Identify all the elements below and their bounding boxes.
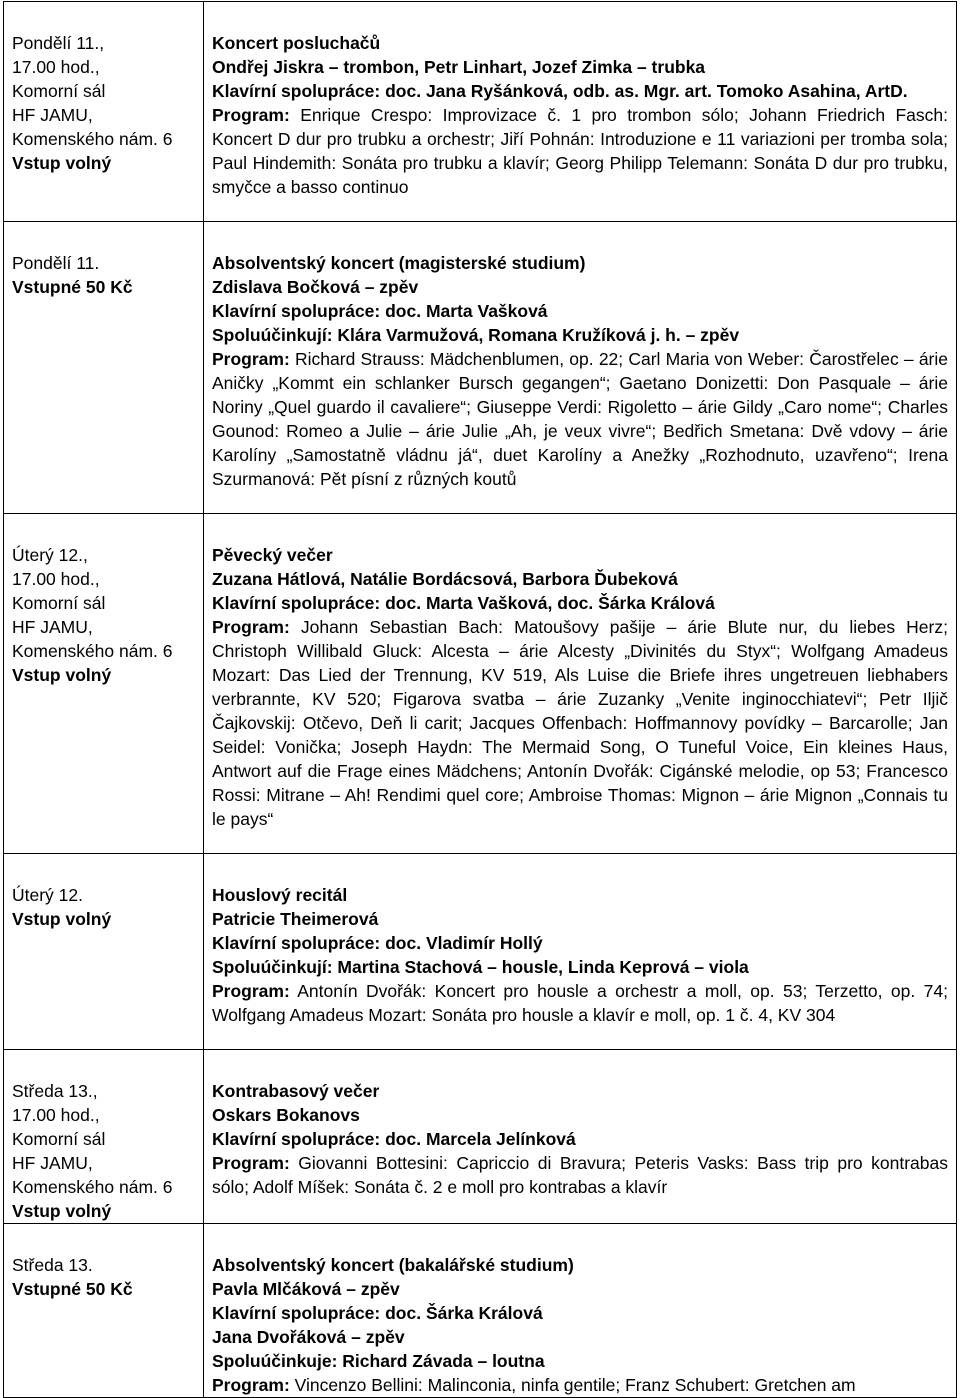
venue-line: HF JAMU, bbox=[12, 617, 93, 637]
date-venue-cell bbox=[4, 222, 204, 514]
event-cell bbox=[204, 2, 957, 222]
event-cell bbox=[204, 1050, 957, 1224]
admission-label: Vstup volný bbox=[12, 665, 112, 685]
program-block bbox=[212, 103, 948, 199]
guests-line: Spoluúčinkují: Martina Stachová – housle, Linda Keprová – viola bbox=[212, 957, 749, 977]
venue-line: HF JAMU, bbox=[12, 105, 93, 125]
schedule-row bbox=[4, 854, 957, 1050]
program-block bbox=[212, 979, 948, 1027]
schedule-row bbox=[4, 514, 957, 854]
program-text: Enrique Crespo: Improvizace č. 1 pro trombon sólo; Johann Friedrich Fasch: Koncert D dur pro trubku a orchestr; Jiří Pohnán: Introduzione e 11 variazioni per tromba sola; Paul Hindemith: Sonáta pro trubku a klavír; Georg Philipp Telemann: Sonáta D dur pro trubku, smyčce a basso continuo bbox=[212, 105, 948, 197]
time-line: 17.00 hod., bbox=[12, 57, 100, 77]
date-venue-cell bbox=[4, 1050, 204, 1224]
performers-line: Oskars Bokanovs bbox=[212, 1105, 360, 1125]
venue-line: Komorní sál bbox=[12, 593, 106, 613]
event-title: Houslový recitál bbox=[212, 885, 348, 905]
event-title: Koncert posluchačů bbox=[212, 33, 381, 53]
performers-line: Zuzana Hátlová, Natálie Bordácsová, Barbora Ďubeková bbox=[212, 569, 678, 589]
accompaniment-line: Klavírní spolupráce: doc. Vladimír Hollý bbox=[212, 933, 543, 953]
time-line: 17.00 hod., bbox=[12, 569, 100, 589]
accompaniment-line: Klavírní spolupráce: doc. Marcela Jelínková bbox=[212, 1129, 576, 1149]
event-cell bbox=[204, 222, 957, 514]
program-text: Vincenzo Bellini: Malinconia, ninfa gentile; Franz Schubert: Gretchen am bbox=[294, 1375, 856, 1395]
concert-schedule-table bbox=[3, 1, 957, 1398]
date-venue-cell bbox=[4, 854, 204, 1050]
event-cell bbox=[204, 514, 957, 854]
program-label: Program: bbox=[212, 981, 290, 1001]
admission-label: Vstup volný bbox=[12, 1201, 112, 1221]
performers-line: Ondřej Jiskra – trombon, Petr Linhart, Jozef Zimka – trubka bbox=[212, 57, 706, 77]
accompaniment-line: Klavírní spolupráce: doc. Jana Ryšánková, odb. as. Mgr. art. Tomoko Asahina, ArtD. bbox=[212, 81, 908, 101]
performers-line: Pavla Mlčáková – zpěv bbox=[212, 1279, 400, 1299]
event-title: Kontrabasový večer bbox=[212, 1081, 380, 1101]
guests-line: Spoluúčinkují: Klára Varmužová, Romana Kružíková j. h. – zpěv bbox=[212, 325, 740, 345]
address-line: Komenského nám. 6 bbox=[12, 1177, 173, 1197]
venue-line: Komorní sál bbox=[12, 81, 106, 101]
program-label: Program: bbox=[212, 617, 290, 637]
schedule-row bbox=[4, 1224, 957, 1398]
accompaniment-line: Klavírní spolupráce: doc. Marta Vašková, doc. Šárka Králová bbox=[212, 593, 715, 613]
schedule-row bbox=[4, 1050, 957, 1224]
program-label: Program: bbox=[212, 1375, 290, 1395]
admission-label: Vstupné 50 Kč bbox=[12, 1279, 133, 1299]
program-text: Richard Strauss: Mädchenblumen, op. 22; Carl Maria von Weber: Čarostřelec – árie Aničky „Kommt ein schlanker Bursch gegangen“; Gaetano Donizetti: Don Pasquale – árie Noriny „Quel guardo il cavaliere“; Giuseppe Verdi: Rigoletto – árie Gildy „Caro nome“; Charles Gounod: Romeo a Julie – árie Julie „Ah, je veux vivre“; Bedřich Smetana: Dvě vdovy – árie Karolíny „Samostatně vládnu já“, duet Karolíny a Anežky „Rozhodnuto, uzavřeno“; Irena Szurmanová: Pět písní z různých koutů bbox=[212, 349, 948, 489]
performers-line: Jana Dvořáková – zpěv bbox=[212, 1327, 405, 1347]
address-line: Komenského nám. 6 bbox=[12, 641, 173, 661]
schedule-row bbox=[4, 2, 957, 222]
venue-line: Komorní sál bbox=[12, 1129, 106, 1149]
program-text: Giovanni Bottesini: Capriccio di Bravura; Peteris Vasks: Bass trip pro kontrabas sólo; Adolf Míšek: Sonáta č. 2 e moll pro kontrabas a klavír bbox=[212, 1153, 948, 1197]
admission-label: Vstup volný bbox=[12, 153, 112, 173]
schedule-row bbox=[4, 222, 957, 514]
program-block bbox=[212, 1373, 948, 1397]
date-line: Středa 13., bbox=[12, 1081, 98, 1101]
date-venue-cell bbox=[4, 514, 204, 854]
date-venue-cell bbox=[4, 2, 204, 222]
program-text: Johann Sebastian Bach: Matoušovy pašije – árie Blute nur, du liebes Herz; Christoph Willibald Gluck: Alcesta – árie Alcesty „Divinités du Styx“; Wolfgang Amadeus Mozart: Das Lied der Trennung, KV 519, Als Luise die Briefe ihres ungetreuen liebhabers verbrannte, KV 520; Figarova svatba – árie Zuzanky „Venite inginocchiatevi“; Petr Iljič Čajkovskij: Otčevo, Deň li carit; Jacques Offenbach: Hoffmannovy povídky – Barcarolle; Jan Seidel: Vonička; Joseph Haydn: The Mermaid Song, O Tuneful Voice, Ein kleines Haus, Antwort auf die Frage eines Mädchens; Antonín Dvořák: Cigánské melodie, op 53; Francesco Rossi: Mitrane – Ah! Rendimi quel core; Ambroise Thomas: Mignon – árie Mignon „Connais tu le pays“ bbox=[212, 617, 948, 829]
event-title: Absolventský koncert (magisterské studium) bbox=[212, 253, 586, 273]
event-title: Pěvecký večer bbox=[212, 545, 333, 565]
accompaniment-line: Klavírní spolupráce: doc. Šárka Králová bbox=[212, 1303, 543, 1323]
date-line: Pondělí 11., bbox=[12, 33, 105, 53]
date-line: Úterý 12., bbox=[12, 545, 88, 565]
accompaniment-line: Klavírní spolupráce: doc. Marta Vašková bbox=[212, 301, 548, 321]
program-label: Program: bbox=[212, 349, 290, 369]
program-block bbox=[212, 1151, 948, 1199]
admission-label: Vstupné 50 Kč bbox=[12, 277, 133, 297]
date-line: Úterý 12. bbox=[12, 885, 83, 905]
time-line: 17.00 hod., bbox=[12, 1105, 100, 1125]
event-cell bbox=[204, 1224, 957, 1398]
program-text: Antonín Dvořák: Koncert pro housle a orchestr a moll, op. 53; Terzetto, op. 74; Wolfgang Amadeus Mozart: Sonáta pro housle a klavír e moll, op. 1 č. 4, KV 304 bbox=[212, 981, 948, 1025]
admission-label: Vstup volný bbox=[12, 909, 112, 929]
program-block bbox=[212, 615, 948, 831]
date-venue-cell bbox=[4, 1224, 204, 1398]
program-label: Program: bbox=[212, 105, 290, 125]
venue-line: HF JAMU, bbox=[12, 1153, 93, 1173]
guests-line: Spoluúčinkuje: Richard Závada – loutna bbox=[212, 1351, 545, 1371]
address-line: Komenského nám. 6 bbox=[12, 129, 173, 149]
performers-line: Zdislava Bočková – zpěv bbox=[212, 277, 419, 297]
program-label: Program: bbox=[212, 1153, 290, 1173]
date-line: Pondělí 11. bbox=[12, 253, 100, 273]
date-line: Středa 13. bbox=[12, 1255, 93, 1275]
event-title: Absolventský koncert (bakalářské studium) bbox=[212, 1255, 574, 1275]
program-block bbox=[212, 347, 948, 491]
event-cell bbox=[204, 854, 957, 1050]
performers-line: Patricie Theimerová bbox=[212, 909, 379, 929]
